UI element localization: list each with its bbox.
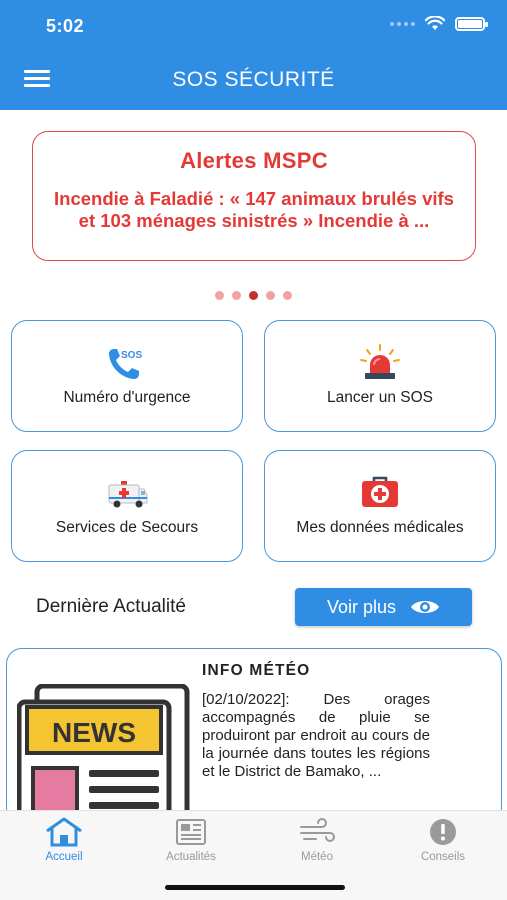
news-title: INFO MÉTÉO (202, 662, 311, 679)
tab-news[interactable] (136, 815, 246, 863)
tile-label: Lancer un SOS (327, 389, 433, 406)
news-section-heading: Dernière Actualité (36, 596, 186, 617)
alert-text: Incendie à Faladié : « 147 animaux brulés vifs et 103 ménages sinistrés » Incendie à ... (54, 188, 454, 231)
wifi-icon (425, 16, 445, 31)
emergency-number-button[interactable] (11, 320, 243, 432)
alert-card[interactable] (32, 131, 476, 261)
see-more-button[interactable] (295, 588, 472, 626)
carousel-dot[interactable] (232, 291, 241, 300)
carousel-dot[interactable] (283, 291, 292, 300)
tab-home[interactable] (9, 815, 119, 863)
page-title: SOS SÉCURITÉ (172, 68, 335, 91)
tab-label: Conseils (420, 851, 466, 863)
tab-label: Accueil (45, 851, 83, 863)
carousel-indicator (0, 291, 507, 300)
see-more-label: Voir plus (326, 596, 397, 617)
news-image-text: NEWS (52, 717, 136, 748)
home-icon (9, 815, 119, 849)
newspaper-illustration (17, 684, 192, 823)
svg-text:SOS: SOS (121, 350, 143, 361)
status-icons (390, 16, 485, 31)
tab-label: Actualités (166, 851, 216, 863)
info-alert-icon (388, 815, 498, 849)
tile-label: Mes données médicales (296, 519, 464, 536)
app-header (0, 0, 507, 110)
tab-weather[interactable] (262, 815, 372, 863)
carousel-dot-active[interactable] (249, 291, 258, 300)
carousel-dot[interactable] (266, 291, 275, 300)
tile-label: Services de Secours (55, 519, 199, 536)
launch-sos-button[interactable] (264, 320, 496, 432)
eye-icon (410, 598, 440, 616)
newspaper-icon (136, 815, 246, 849)
battery-icon (455, 17, 485, 31)
sos-phone-icon (12, 343, 242, 383)
carousel-dot[interactable] (215, 291, 224, 300)
medical-data-button[interactable] (264, 450, 496, 562)
tile-label: Numéro d'urgence (63, 389, 191, 406)
rescue-services-button[interactable] (11, 450, 243, 562)
tab-label: Météo (301, 851, 333, 863)
medical-kit-icon (265, 473, 495, 513)
alert-title: Alertes MSPC (180, 148, 328, 173)
status-time: 5:02 (46, 16, 85, 36)
wind-icon (262, 815, 372, 849)
signal-icon (390, 22, 415, 26)
news-excerpt: [02/10/2022]: Des orages accompagnés de pluie se produiront par endroit au cours de la journée dans toutes les régions et le District de Bamako, ... (202, 691, 430, 780)
tab-advice[interactable] (388, 815, 498, 863)
siren-icon (265, 343, 495, 383)
ambulance-icon (12, 473, 242, 513)
news-card[interactable] (6, 648, 502, 823)
home-indicator (165, 885, 345, 890)
